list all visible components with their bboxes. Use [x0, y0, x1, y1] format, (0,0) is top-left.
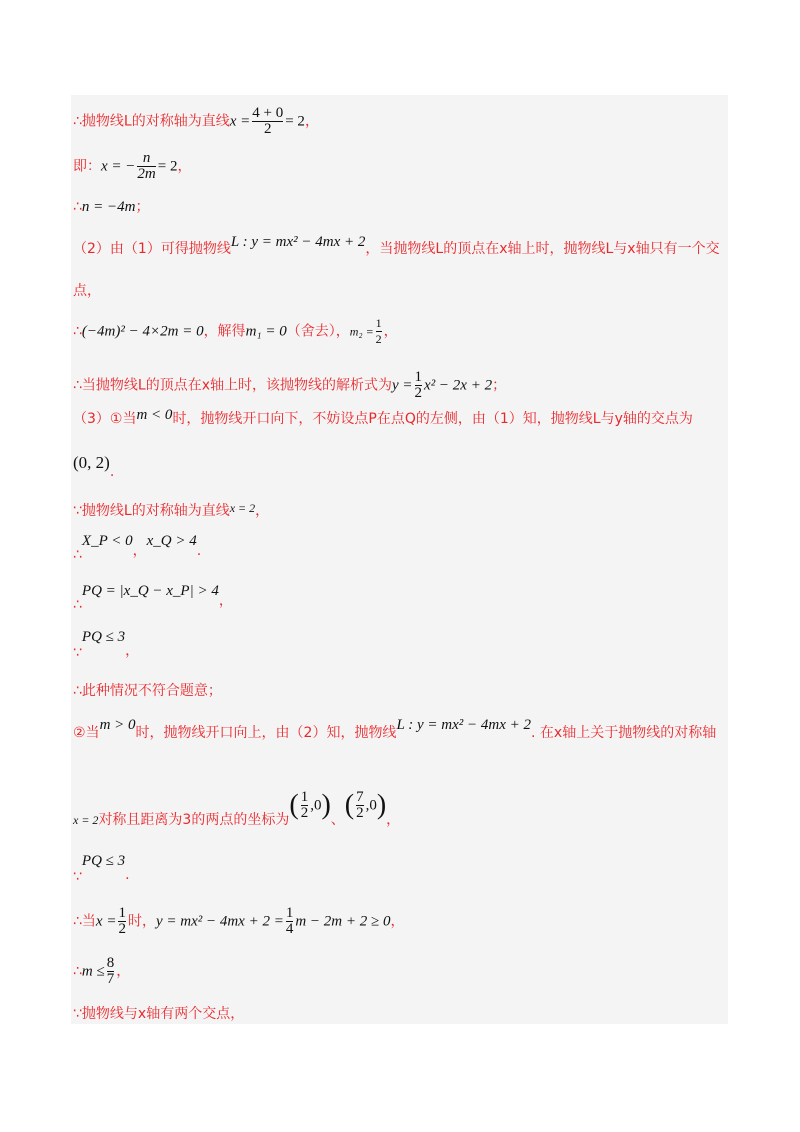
text: ，解得 [203, 323, 246, 340]
text: ∵ [73, 869, 82, 885]
fraction [301, 790, 309, 821]
fraction [137, 151, 155, 182]
text: （舍去）， [286, 323, 350, 340]
math: m < 0 [136, 407, 173, 423]
text: . [125, 867, 130, 883]
line-8 [73, 407, 693, 428]
line-5 [73, 282, 101, 300]
fraction [356, 790, 364, 821]
line-4 [73, 234, 720, 258]
denominator: 7 [106, 971, 115, 987]
text: ∴ [73, 597, 82, 613]
text: 时，抛物线开口向下，不妨设点P在点Q的左侧，由（1）知，抛物线L与y轴的交点为 [172, 411, 693, 427]
text: ∴ [73, 199, 82, 215]
paren: ( [289, 789, 299, 821]
math: m ≤ [81, 963, 105, 980]
math: = 2 [157, 158, 178, 175]
paren: ) [321, 789, 331, 821]
text: ， [383, 323, 398, 340]
text: ， [125, 643, 140, 659]
math: x = [229, 113, 251, 130]
text: ∴当 [73, 913, 96, 930]
math: n = −4m [81, 199, 136, 215]
fraction [286, 906, 294, 937]
line-19 [73, 956, 130, 987]
text: 点， [73, 283, 101, 299]
math: x = 2 [229, 501, 256, 515]
fraction [252, 106, 283, 137]
text: ， [177, 158, 192, 175]
math: PQ ≤ 3 [81, 853, 126, 869]
line-14 [73, 682, 222, 700]
math: m₂ = [349, 324, 374, 339]
text: （3）①当 [73, 411, 137, 427]
text: ， [116, 963, 131, 980]
denominator: 2 [414, 385, 423, 401]
math: x = 2 [73, 812, 99, 827]
text: 、 [330, 811, 345, 828]
text: ∴当抛物线L的顶点在x轴上时，该抛物线的解析式为 [73, 377, 392, 394]
text: ， [304, 113, 319, 130]
numerator: 4 + 0 [252, 105, 284, 121]
text: ， [255, 503, 270, 519]
math: = 2 [285, 113, 305, 130]
line-16 [73, 789, 401, 828]
text: ； [492, 377, 507, 394]
fraction [118, 906, 126, 937]
paren: ( [344, 789, 355, 821]
text: （2）由（1）可得抛物线 [73, 241, 231, 257]
numerator: 1 [300, 789, 309, 805]
line-9 [73, 453, 115, 480]
text: ∴此种情况不符合题意； [73, 683, 222, 699]
math: L : y = mx² − 4mx + 2 [230, 234, 366, 250]
paren: ) [376, 789, 387, 821]
line-18 [73, 906, 404, 937]
text: ∵抛物线L的对称轴为直线 [73, 503, 230, 519]
line-15 [73, 716, 717, 741]
denominator: 2 [252, 121, 283, 137]
line-6 [73, 316, 398, 347]
denominator: 2 [375, 332, 382, 346]
math: m₁ = 0 [245, 323, 287, 340]
text: ∵抛物线与x轴有两个交点， [73, 1006, 245, 1022]
line-2 [73, 151, 191, 182]
math: x_Q > 4 [146, 533, 197, 549]
denominator: 2m [137, 166, 156, 182]
text: ∴ [73, 963, 82, 980]
math: L : y = mx² − 4mx + 2 [396, 717, 532, 733]
math: ,0 [310, 797, 322, 814]
text: 时， [127, 913, 156, 930]
line-10 [73, 502, 269, 520]
math: x = − [101, 158, 136, 175]
text: ∴ [73, 547, 82, 563]
text: 时，抛物线开口向上，由（2）知，抛物线 [135, 725, 397, 741]
text: 对称且距离为3的两点的坐标为 [98, 811, 290, 828]
numerator: 1 [414, 369, 423, 385]
fraction [107, 956, 115, 987]
document-panel [71, 95, 728, 1024]
line-20 [73, 1005, 244, 1023]
math: m − 2m + 2 ≥ 0 [295, 913, 391, 930]
denominator: 2 [356, 805, 364, 821]
text: . [196, 543, 202, 559]
text: . 在x轴上关于抛物线的对称轴 [531, 725, 717, 741]
line-3 [73, 198, 150, 216]
math: (−4m)² − 4×2m = 0 [81, 323, 204, 340]
text: . [109, 464, 115, 480]
text: 即： [73, 158, 101, 175]
text: ， [390, 913, 405, 930]
math: (0, 2) [73, 453, 110, 472]
line-1 [73, 106, 319, 137]
line-13 [73, 628, 140, 661]
numerator: 8 [106, 955, 115, 971]
denominator: 4 [285, 921, 294, 937]
numerator: 7 [356, 789, 364, 805]
numerator: 1 [285, 905, 294, 921]
math: PQ = |x_Q − x_P| > 4 [81, 583, 219, 599]
text: ，当抛物线L的顶点在x轴上时，抛物线L与x轴只有一个交 [365, 241, 720, 257]
text: ∵ [73, 645, 82, 661]
math: PQ ≤ 3 [81, 629, 126, 645]
numerator: n [142, 150, 151, 166]
text: ∴抛物线L的对称轴为直线 [73, 113, 230, 130]
math: m > 0 [99, 717, 136, 733]
text: ②当 [73, 725, 100, 741]
math: X_P < 0 [81, 533, 133, 549]
text: ； [135, 199, 150, 215]
line-11 [73, 532, 202, 563]
line-7 [73, 370, 506, 401]
fraction [415, 370, 423, 401]
denominator: 2 [300, 805, 309, 821]
math: y = mx² − 4mx + 2 = [155, 913, 284, 930]
text: ， [218, 593, 233, 609]
line-12 [73, 582, 233, 613]
numerator: 1 [375, 316, 382, 330]
denominator: 2 [118, 921, 126, 937]
math: x² − 2x + 2 [424, 377, 493, 394]
math: ,0 [365, 797, 377, 814]
numerator: 1 [118, 905, 126, 921]
math: x = [95, 913, 117, 930]
text: ∴ [73, 323, 82, 340]
text: ， [132, 543, 147, 559]
math: y = [392, 377, 413, 394]
text: ， [386, 811, 401, 828]
fraction [376, 316, 382, 347]
line-17 [73, 852, 130, 885]
